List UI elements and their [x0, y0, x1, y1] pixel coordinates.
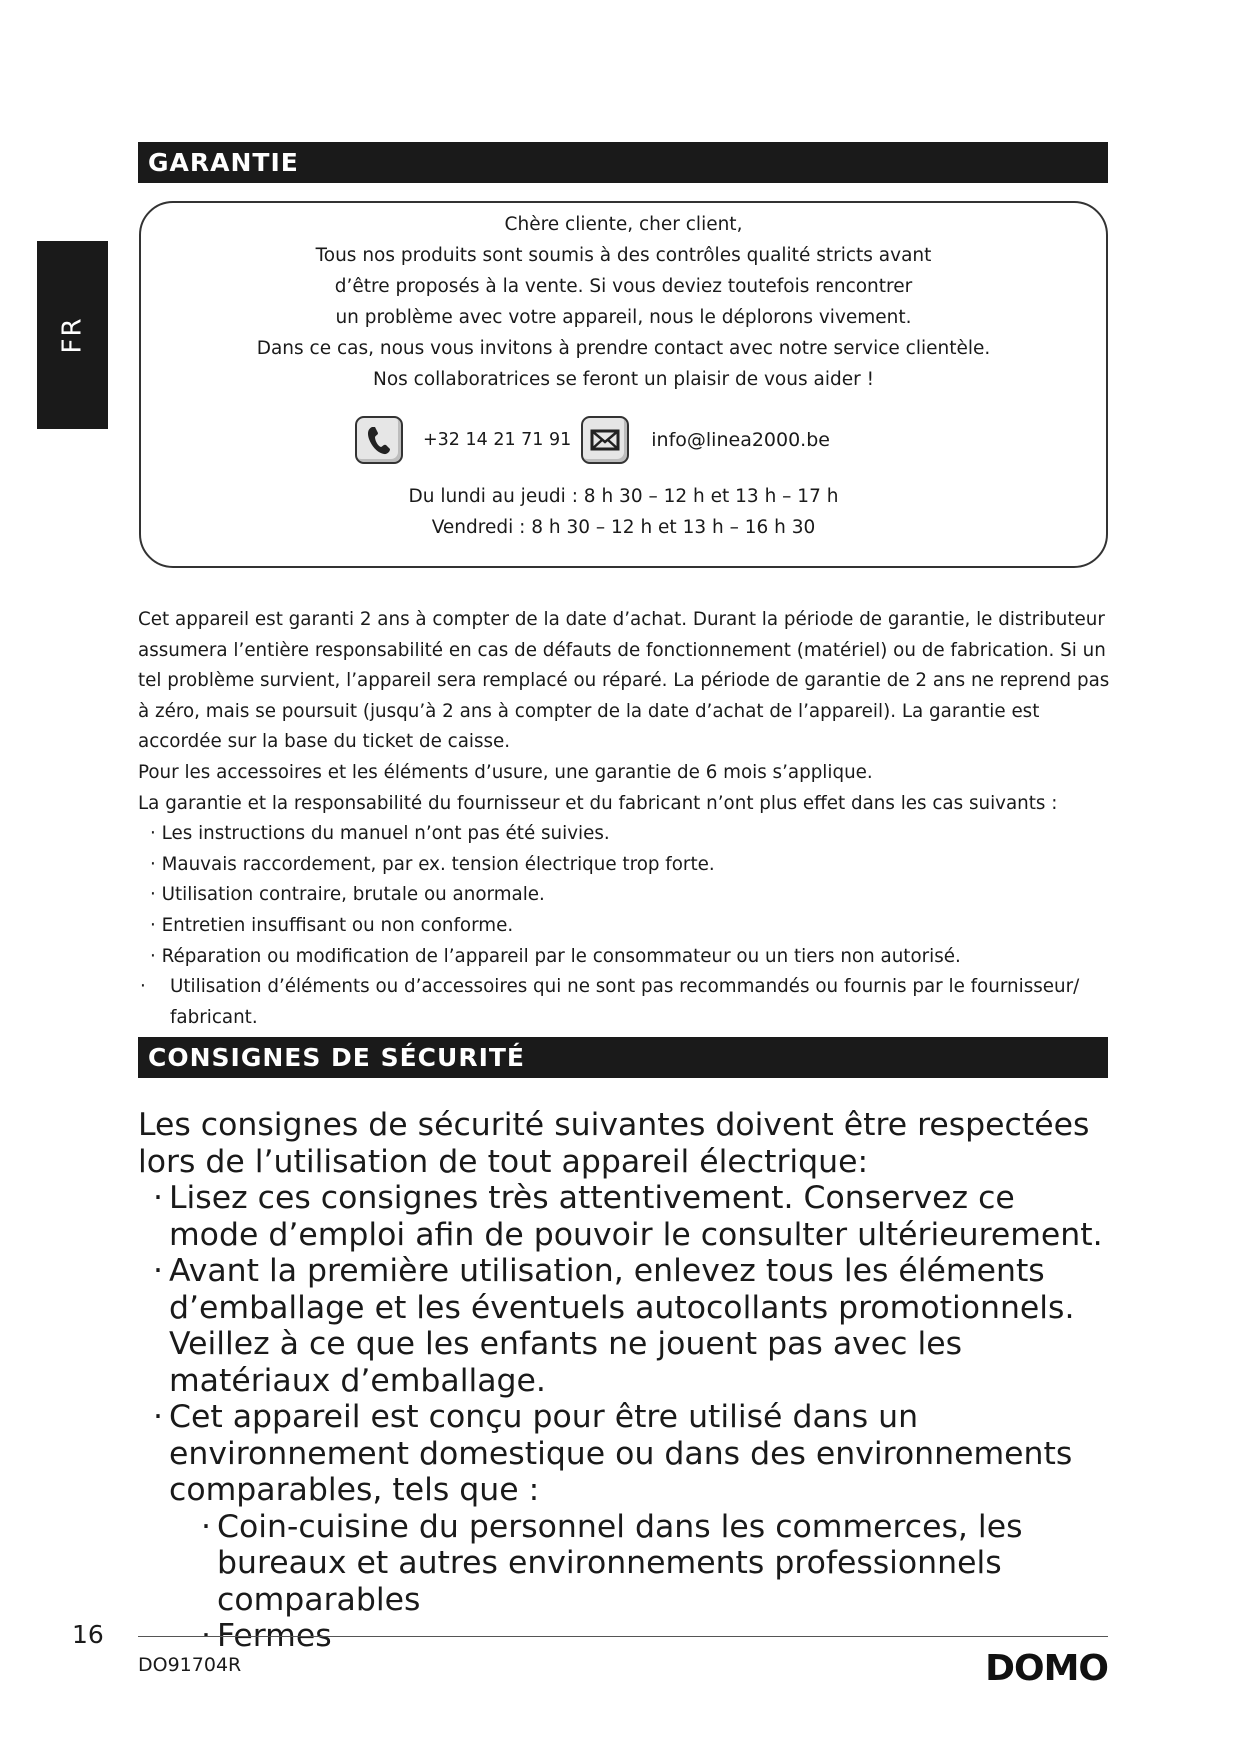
exclusion-item: · Utilisation contraire, brutale ou anormale. — [150, 884, 545, 906]
customer-service-intro — [141, 209, 1106, 395]
customer-service-box — [139, 201, 1108, 568]
safety-intro: Les consignes de sécurité suivantes doivent être respectées lors de l’utilisation de tout appareil électrique: — [138, 1107, 1090, 1180]
bullet-marker: · — [201, 1618, 212, 1654]
exclusion-item: · Mauvais raccordement, par ex. tension électrique trop forte. — [150, 853, 715, 875]
safety-item — [138, 1180, 1113, 1253]
safety-item — [138, 1399, 1113, 1509]
safety-instructions — [138, 1107, 1113, 1655]
safety-heading: CONSIGNES DE SÉCURITÉ — [138, 1037, 1108, 1078]
warranty-paragraph: Pour les accessoires et les éléments d’usure, une garantie de 6 mois s’applique. — [138, 761, 873, 783]
bullet-marker: · — [140, 976, 146, 998]
safety-sub-item — [138, 1509, 1113, 1619]
warranty-paragraph: La garantie et la responsabilité du fournisseur et du fabricant n’ont plus effet dans les cas suivants : — [138, 792, 1058, 814]
intro-line: Dans ce cas, nous vous invitons à prendre contact avec notre service clientèle. — [256, 338, 991, 359]
bullet-marker: · — [153, 1399, 164, 1435]
model-number: DO91704R — [138, 1654, 242, 1676]
safety-item-text: Cet appareil est conçu pour être utilisé dans un environnement domestique ou dans des environnements comparables, tels que : — [169, 1399, 1073, 1508]
opening-hours — [141, 481, 1106, 543]
hours-line: Du lundi au jeudi : 8 h 30 – 12 h et 13 h – 17 h — [408, 486, 839, 507]
contact-row — [355, 414, 830, 466]
page-number: 16 — [72, 1620, 104, 1649]
warranty-paragraph: Cet appareil est garanti 2 ans à compter de la date d’achat. Durant la période de garantie, le distributeur assumera l’entière responsabilité en cas de défauts de fonctionnement (matériel) ou de fabrication. Si un tel problème survient, l’appareil sera remplacé ou réparé. La période de garantie de 2 ans ne reprend pas à zéro, mais se poursuit (jusqu’à 2 ans à compter de la date d’achat de l’appareil). La garantie est accordée sur la base du ticket de caisse. — [138, 609, 1110, 753]
safety-item-text: Lisez ces consignes très attentivement. Conservez ce mode d’emploi afin de pouvoir le consulter ultérieurement. — [169, 1180, 1103, 1253]
language-tab — [37, 241, 108, 429]
exclusion-item: · Réparation ou modification de l’appareil par le consommateur ou un tiers non autorisé. — [150, 945, 961, 967]
email-address[interactable]: info@linea2000.be — [651, 429, 830, 451]
phone-icon — [355, 416, 403, 464]
phone-number[interactable]: +32 14 21 71 91 — [423, 430, 572, 450]
safety-item-text: Avant la première utilisation, enlevez tous les éléments d’emballage et les éventuels autocollants promotionnels. Veillez à ce que les enfants ne jouent pas avec les matériaux d’emballage. — [169, 1253, 1075, 1399]
intro-line: Tous nos produits sont soumis à des contrôles qualité stricts avant — [315, 245, 932, 266]
intro-line: Chère cliente, cher client, — [504, 214, 743, 235]
intro-line: d’être proposés à la vente. Si vous deviez toutefois rencontrer — [334, 276, 913, 297]
bullet-marker: · — [201, 1508, 212, 1545]
exclusion-item — [138, 972, 1110, 1033]
safety-item — [138, 1253, 1113, 1399]
brand-logo: DOMO — [985, 1648, 1108, 1689]
safety-sub-item-text: Fermes — [217, 1618, 332, 1654]
bullet-marker: · — [153, 1180, 164, 1216]
language-label: FR — [57, 316, 88, 354]
intro-line: Nos collaboratrices se feront un plaisir de vous aider ! — [372, 369, 874, 390]
exclusion-item: · Entretien insuffisant ou non conforme. — [150, 914, 514, 936]
hours-line: Vendredi : 8 h 30 – 12 h et 13 h – 16 h 30 — [431, 517, 816, 538]
warranty-body — [138, 605, 1110, 1033]
safety-sub-item-text: Coin-cuisine du personnel dans les commerces, les bureaux et autres environnements professionnels comparables — [217, 1508, 1023, 1618]
bullet-marker: · — [153, 1253, 164, 1289]
warranty-heading: GARANTIE — [138, 142, 1108, 183]
exclusion-item: · Les instructions du manuel n’ont pas été suivies. — [150, 823, 610, 845]
footer-divider — [138, 1636, 1108, 1637]
envelope-icon — [581, 416, 629, 464]
exclusion-text: Utilisation d’éléments ou d’accessoires qui ne sont pas recommandés ou fournis par le fournisseur/ fabricant. — [170, 976, 1080, 1028]
intro-line: un problème avec votre appareil, nous le déplorons vivement. — [335, 307, 912, 328]
